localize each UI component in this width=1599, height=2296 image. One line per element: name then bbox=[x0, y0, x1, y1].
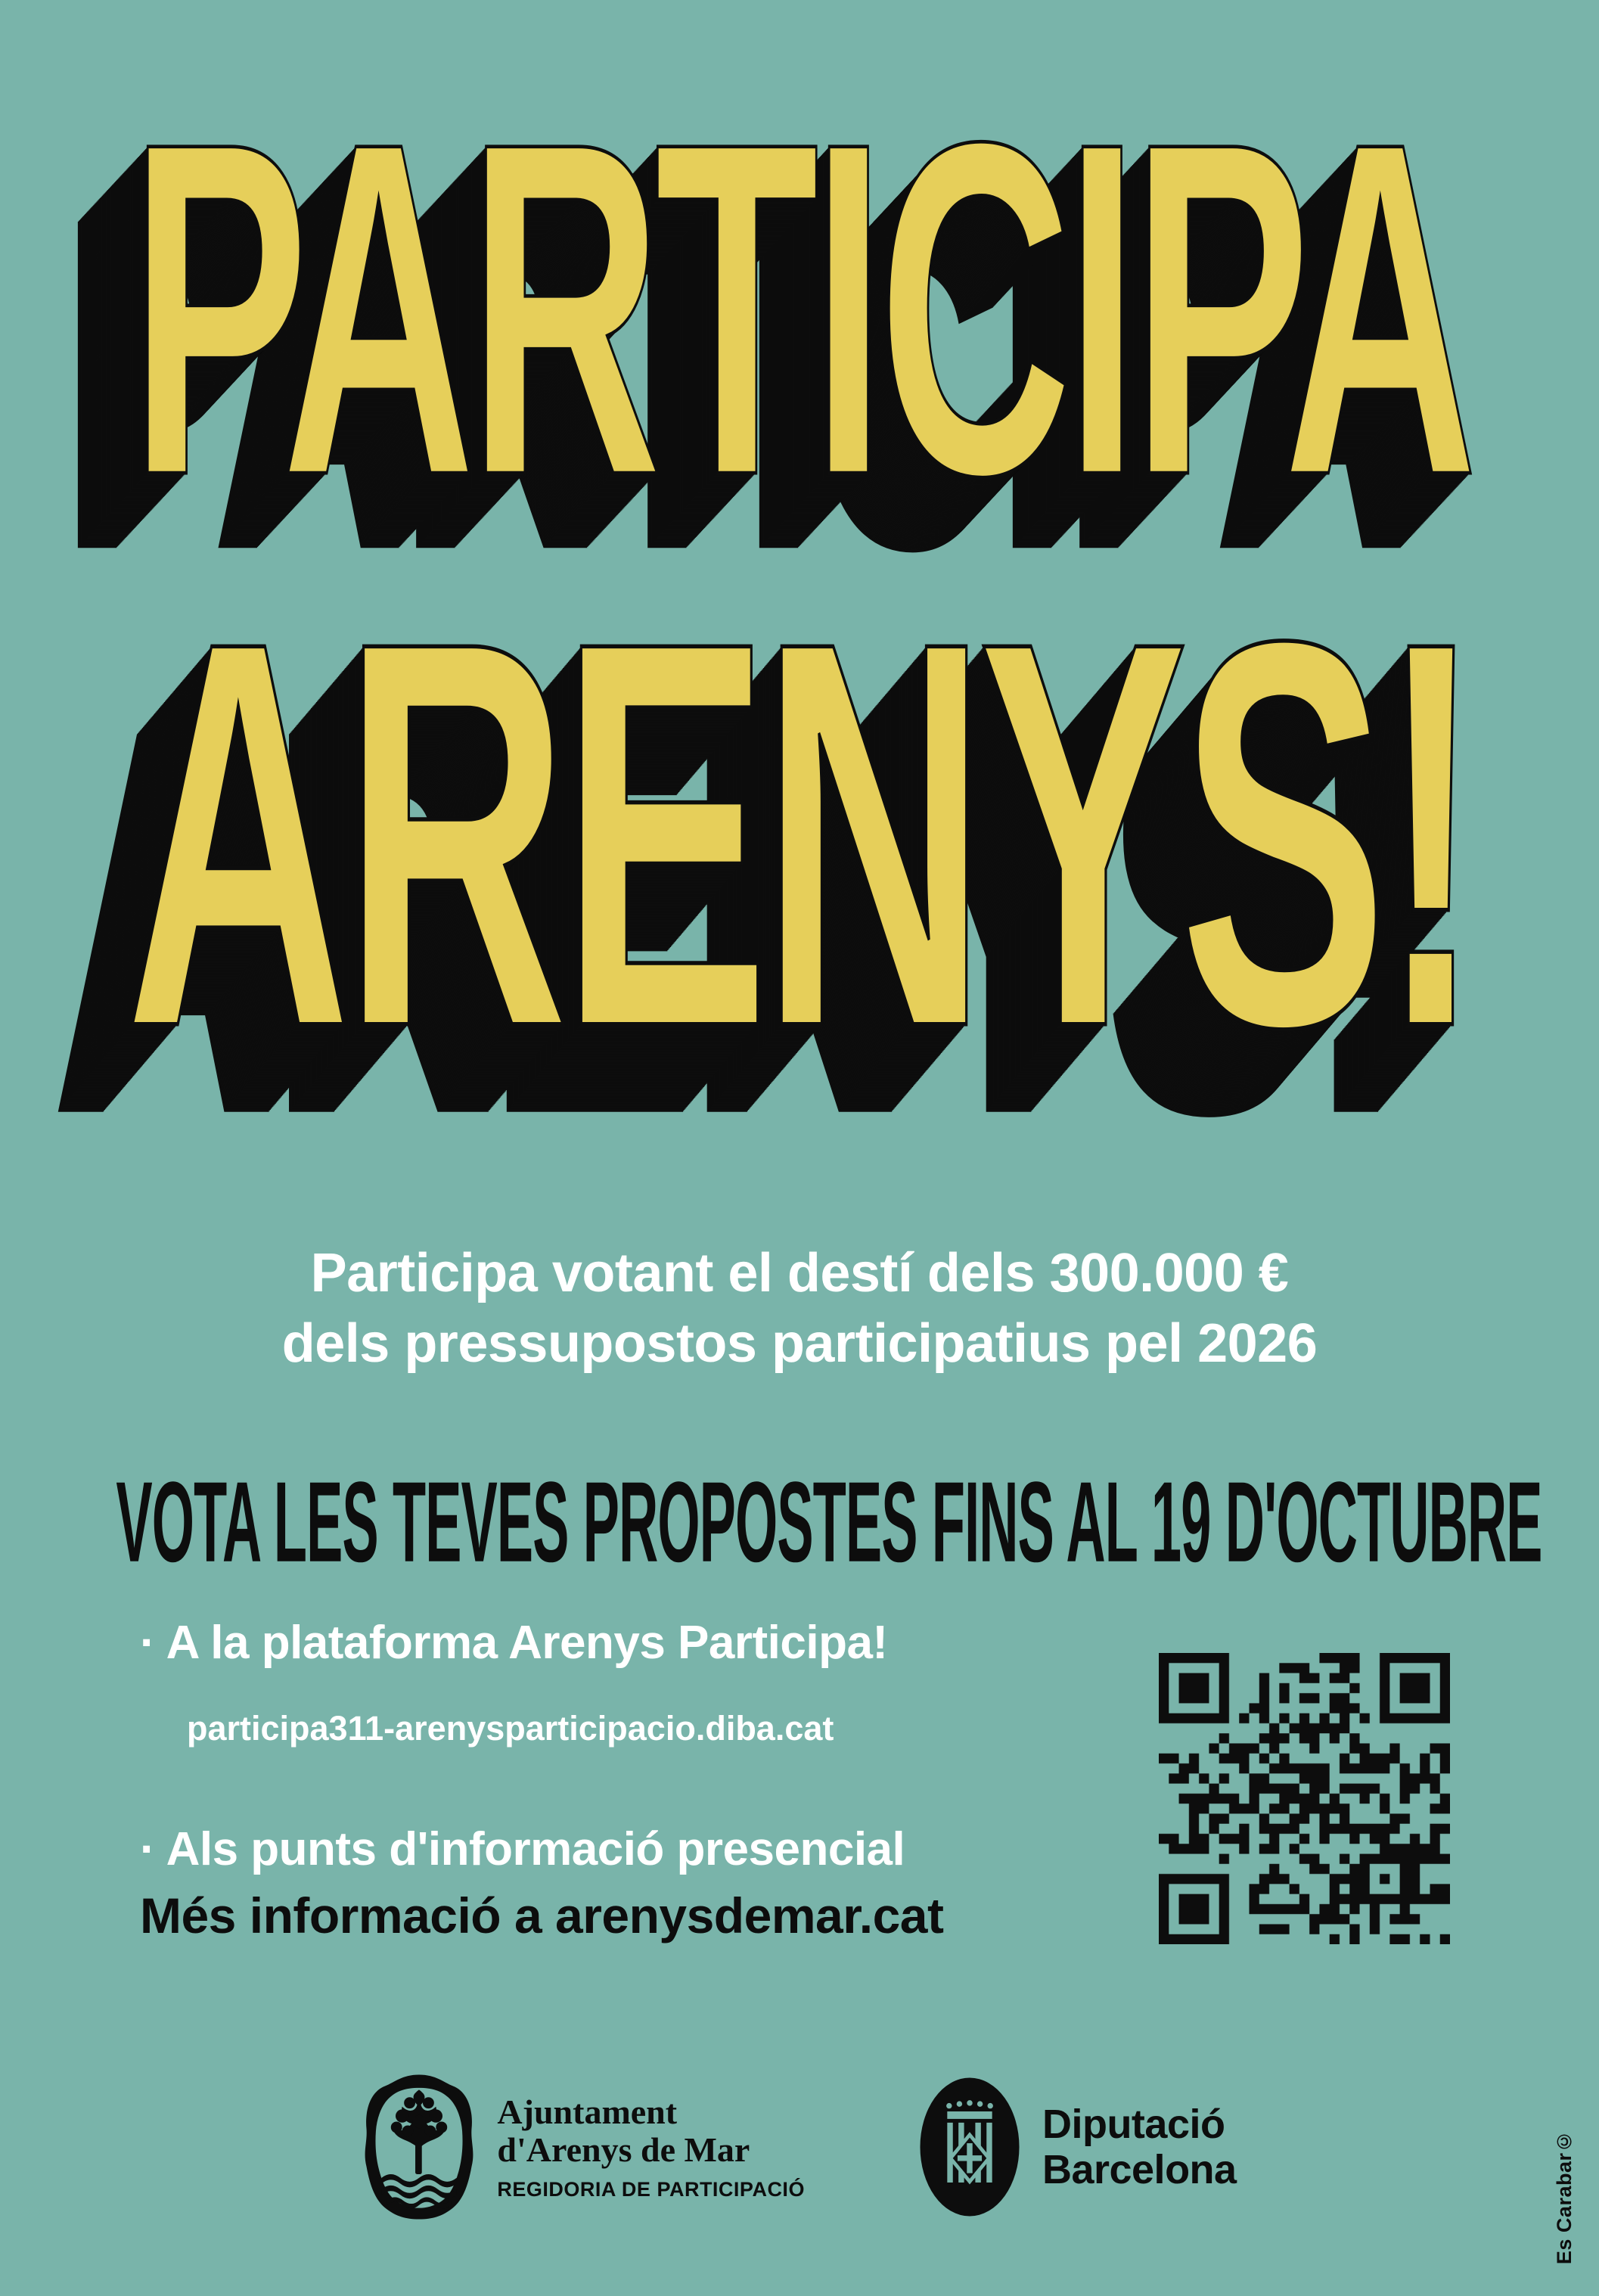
ajuntament-name-line1: Ajuntament bbox=[497, 2092, 678, 2131]
qr-code-icon bbox=[1159, 1653, 1450, 1944]
title-line-2 bbox=[0, 527, 1599, 1141]
title-text-arenys: ARENYS! bbox=[124, 527, 1475, 1141]
how-to-vote-list bbox=[140, 1616, 1146, 1944]
diputacio-name-line2: Barcelona bbox=[1042, 2147, 1237, 2192]
title-text-participa: PARTICIPA bbox=[129, 43, 1470, 574]
list-item-platform: · A la plataforma Arenys Participa! bbox=[140, 1617, 888, 1669]
qr-code bbox=[1159, 1653, 1450, 1944]
intro-line-2: dels pressupostos participatius pel 2026 bbox=[281, 1313, 1318, 1374]
diputacio-logo-group bbox=[918, 2075, 1237, 2219]
intro-paragraph bbox=[0, 1238, 1599, 1379]
more-info-text: Més informació a arenysdemar.cat bbox=[140, 1887, 944, 1943]
diputacio-name-line1: Diputació bbox=[1042, 2102, 1225, 2147]
studio-credit: Es Carabar© bbox=[1553, 2129, 1576, 2264]
title-line-1 bbox=[0, 43, 1599, 574]
intro-line-1: Participa votant el destí dels 300.000 € bbox=[310, 1243, 1289, 1303]
list-item-info-points: · Als punts d'informació presencial bbox=[140, 1823, 905, 1875]
deadline-headline bbox=[0, 1458, 1599, 1586]
ajuntament-logo-group bbox=[362, 2073, 805, 2221]
platform-url: participa311-arenysparticipacio.diba.cat bbox=[187, 1709, 834, 1748]
deadline-headline-text: VOTA LES TEVES PROPOSTES FINS AL 19 D'OCTUBRE bbox=[116, 1458, 1542, 1586]
ajuntament-arenys-seal-icon bbox=[362, 2073, 476, 2221]
ajuntament-name-line2: d'Arenys de Mar bbox=[497, 2130, 750, 2169]
ajuntament-department: REGIDORIA DE PARTICIPACIÓ bbox=[497, 2177, 805, 2201]
diputacio-barcelona-seal-icon bbox=[918, 2075, 1021, 2219]
footer-logos bbox=[0, 2073, 1599, 2221]
